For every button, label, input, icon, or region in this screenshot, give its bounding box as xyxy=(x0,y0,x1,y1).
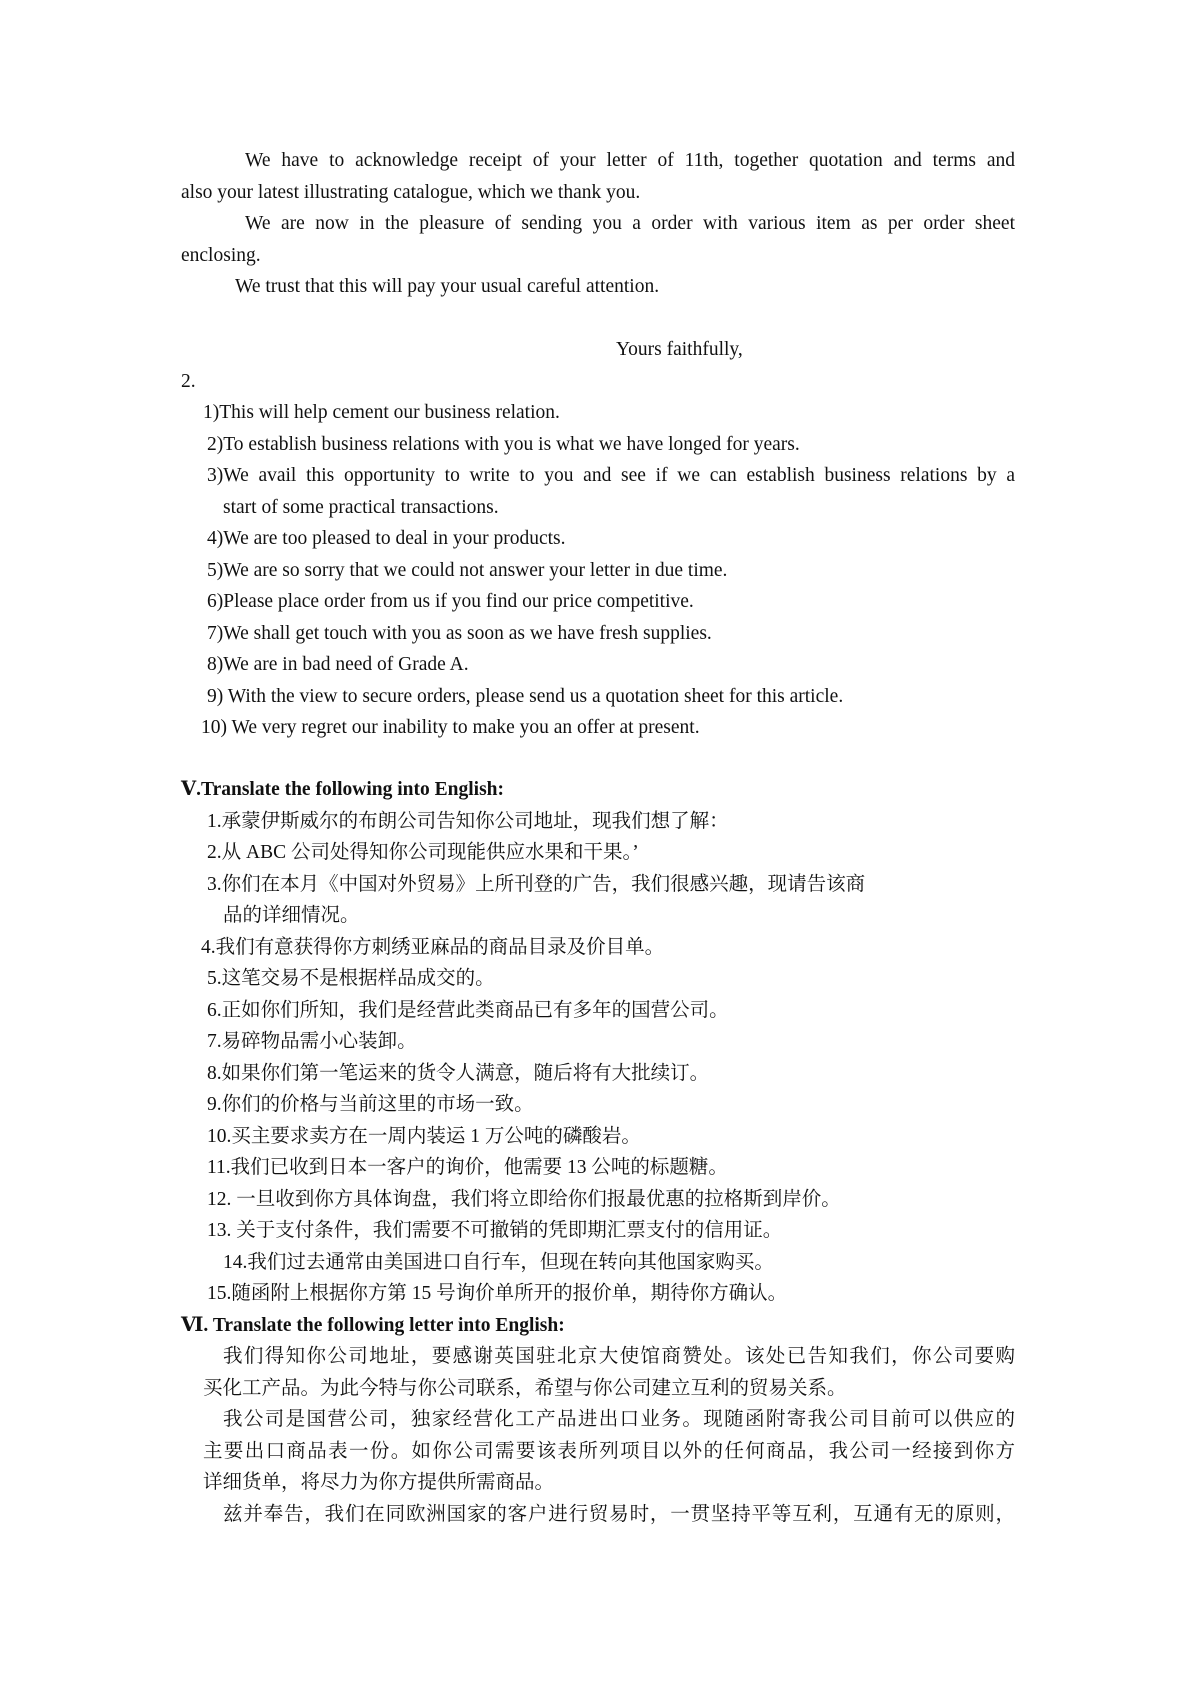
section-5-item-2: 2.从 ABC 公司处得知你公司现能供应水果和干果。’ xyxy=(207,842,639,863)
section-2-item-3-line-1: 3)We avail this opportunity to write to you and see if we can establish business relations by a xyxy=(207,465,1015,486)
section-2-item-1: 1)This will help cement our business relation. xyxy=(203,402,560,423)
section-5-item-1: 1.承蒙伊斯威尔的布朗公司告知你公司地址，现我们想了解： xyxy=(207,811,729,832)
letter-paragraph-2-line-2: enclosing. xyxy=(181,245,261,266)
section-2-item-5: 5)We are so sorry that we could not answer your letter in due time. xyxy=(207,560,728,581)
section-2-item-4: 4)We are too pleased to deal in your products. xyxy=(207,528,566,549)
section-6-line-1: 我们得知你公司地址，要感谢英国驻北京大使馆商赞处。该处已告知我们，你公司要购 xyxy=(223,1346,1015,1367)
section-5-item-12: 12. 一旦收到你方具体询盘，我们将立即给你们报最优惠的拉格斯到岸价。 xyxy=(207,1189,841,1210)
section-6-line-3: 我公司是国营公司，独家经营化工产品进出口业务。现随函附寄我公司目前可以供应的 xyxy=(223,1409,1015,1430)
letter-paragraph-3: We trust that this will pay your usual careful attention. xyxy=(235,276,660,297)
letter-closing: Yours faithfully, xyxy=(616,339,743,360)
section-2-item-8: 8)We are in bad need of Grade A. xyxy=(207,654,469,675)
section-2-item-7: 7)We shall get touch with you as soon as we have fresh supplies. xyxy=(207,623,712,644)
letter-paragraph-1-line-2: also your latest illustrating catalogue, which we thank you. xyxy=(181,182,641,203)
section-5-item-6: 6.正如你们所知，我们是经营此类商品已有多年的国营公司。 xyxy=(207,1000,729,1021)
section-2-item-3-line-2: start of some practical transactions. xyxy=(223,497,499,518)
section-5-item-15: 15.随函附上根据你方第 15 号询价单所开的报价单，期待你方确认。 xyxy=(207,1283,788,1304)
section-5-item-5: 5.这笔交易不是根据样品成交的。 xyxy=(207,968,495,989)
section-2-item-2: 2)To establish business relations with you is what we have longed for years. xyxy=(207,434,800,455)
section-5-item-4: 4.我们有意获得你方刺绣亚麻品的商品目录及价目单。 xyxy=(201,937,665,958)
section-5-item-14: 14.我们过去通常由美国进口自行车，但现在转向其他国家购买。 xyxy=(223,1252,774,1273)
section-6-line-5: 详细货单，将尽力为你方提供所需商品。 xyxy=(203,1472,555,1493)
section-5-item-8: 8.如果你们第一笔运来的货令人满意，随后将有大批续订。 xyxy=(207,1063,710,1084)
section-5-item-9: 9.你们的价格与当前这里的市场一致。 xyxy=(207,1094,534,1115)
section-5-item-3-line-2: 品的详细情况。 xyxy=(223,905,360,926)
section-5-item-7: 7.易碎物品需小心装卸。 xyxy=(207,1031,417,1052)
letter-paragraph-2-line-1: We are now in the pleasure of sending you a order with various item as per order sheet xyxy=(245,213,1015,234)
section-6-heading: Ⅵ. Translate the following letter into English: xyxy=(181,1315,565,1336)
section-2-number: 2. xyxy=(181,371,196,392)
section-5-item-13: 13. 关于支付条件，我们需要不可撤销的凭即期汇票支付的信用证。 xyxy=(207,1220,783,1241)
section-5-item-11: 11.我们已收到日本一客户的询价，他需要 13 公吨的标题糖。 xyxy=(207,1157,728,1178)
section-6-line-2: 买化工产品。为此今特与你公司联系，希望与你公司建立互利的贸易关系。 xyxy=(203,1378,847,1399)
section-2-item-10: 10) We very regret our inability to make you an offer at present. xyxy=(201,717,700,738)
section-5-item-10: 10.买主要求卖方在一周内装运 1 万公吨的磷酸岩。 xyxy=(207,1126,641,1147)
section-2-item-9: 9) With the view to secure orders, please send us a quotation sheet for this article. xyxy=(207,686,844,707)
section-6-line-6: 兹并奉告，我们在同欧洲国家的客户进行贸易时，一贯坚持平等互利，互通有无的原则， xyxy=(223,1504,1015,1525)
section-6-line-4: 主要出口商品表一份。如你公司需要该表所列项目以外的任何商品，我公司一经接到你方 xyxy=(203,1441,1015,1462)
section-5-heading: Ⅴ.Translate the following into English: xyxy=(181,779,505,800)
section-5-item-3-line-1: 3.你们在本月《中国对外贸易》上所刊登的广告，我们很感兴趣，现请告该商 xyxy=(207,874,866,895)
section-2-item-6: 6)Please place order from us if you find our price competitive. xyxy=(207,591,694,612)
letter-paragraph-1-line-1: We have to acknowledge receipt of your letter of 11th, together quotation and terms and xyxy=(245,150,1015,171)
